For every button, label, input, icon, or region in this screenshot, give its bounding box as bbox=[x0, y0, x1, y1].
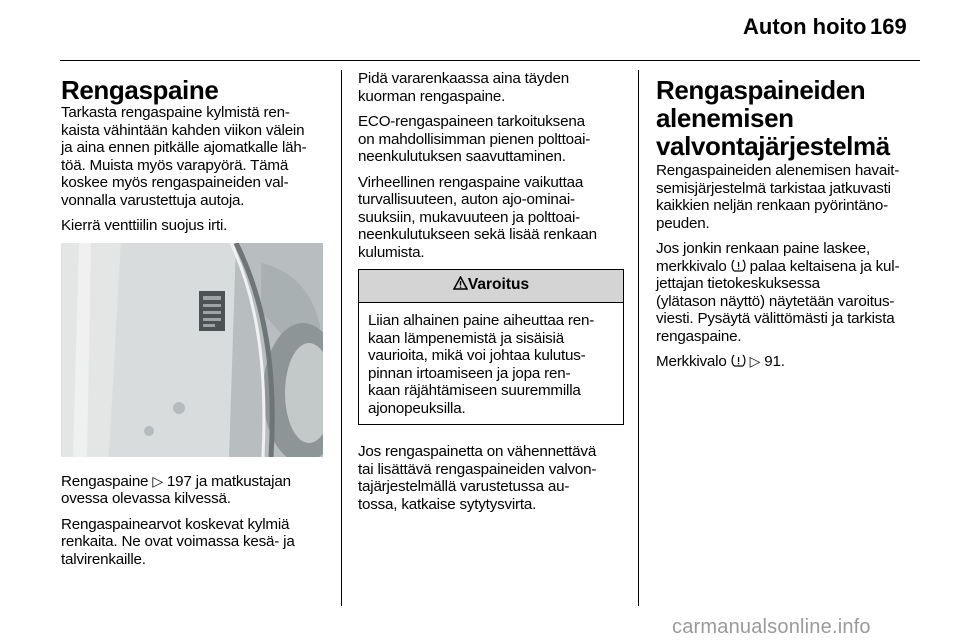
section-heading: Rengaspaine bbox=[61, 75, 219, 105]
arrow-right-icon: ▷ bbox=[749, 353, 761, 369]
door-frame-illustration bbox=[61, 243, 323, 457]
page-number: 169 bbox=[870, 14, 907, 39]
column-3 bbox=[656, 70, 930, 379]
warning-triangle-icon bbox=[453, 276, 468, 290]
column-2 bbox=[358, 70, 624, 521]
tyre-pressure-warning-icon bbox=[731, 354, 746, 367]
header-rule bbox=[60, 60, 920, 61]
paragraph: Kierrä venttiilin suojus irti. bbox=[61, 217, 228, 234]
paragraph: Merkkivalo ▷ 91. bbox=[656, 353, 785, 370]
watermark[interactable]: carmanualsonline.info bbox=[672, 616, 871, 638]
paragraph: Rengaspaine ▷ 197 ja matkustajan ovessa olevassa kilvessä. bbox=[61, 472, 291, 507]
warning-title: Varoitus bbox=[467, 276, 530, 293]
warning-box bbox=[358, 269, 624, 425]
paragraph: Jos rengaspainetta on vähennettävä tai lisättävä rengaspaineiden valvon- tajärjestelmällä varustetussa au- tossa, katkaise sytytysvirta. bbox=[358, 443, 597, 513]
running-header-title: Auton hoito bbox=[743, 14, 867, 39]
arrow-right-icon: ▷ bbox=[152, 472, 163, 489]
paragraph: Rengaspainearvot koskevat kylmiä renkaita. Ne ovat voimassa kesä- ja talvirenkaille. bbox=[61, 515, 295, 568]
column-divider bbox=[341, 70, 342, 606]
paragraph: Jos jonkin renkaan paine laskee, merkkivalo palaa keltaisena ja kul- jettajan tietokeskuksessa (ylätason näyttö) näytetään varoitus- viesti. Pysäytä välittömästi ja tarkista rengaspaine. bbox=[656, 240, 900, 345]
warning-text: Liian alhainen paine aiheuttaa ren- kaan lämpenemistä ja sisäisiä vaurioita, mikä voi johtaa kulutus- pinnan irtoamiseen ja jopa ren- kaan räjähtämiseen suuremmilla ajonopeuksilla. bbox=[368, 312, 595, 417]
paragraph: Rengaspaineiden alenemisen havait- semisjärjestelmä tarkistaa jatkuvasti kaikkien neljän renkaan pyörintäno- peuden. bbox=[656, 162, 900, 232]
warning-body bbox=[359, 303, 623, 424]
column-1 bbox=[61, 70, 333, 576]
paragraph: Pidä vararenkaassa aina täyden kuorman rengaspaine. bbox=[358, 70, 569, 105]
paragraph: Virheellinen rengaspaine vaikuttaa turvallisuuteen, auton ajo-ominai- suuksiin, mukavuuteen ja polttoai- neenkulutukseen sekä lisää renkaan kulumista. bbox=[358, 173, 597, 261]
paragraph: Tarkasta rengaspaine kylmistä ren- kaista vähintään kahden viikon välein ja aina ennen pitkälle ajomatkalle läh- töä. Muista myös varapyörä. Tämä koskee myös rengaspaineiden val- vonnalla varustettuja autoja. bbox=[61, 104, 307, 209]
tyre-pressure-label-photo bbox=[61, 243, 323, 457]
section-heading: Rengaspaineiden alenemisen valvontajärjestelmä bbox=[656, 75, 890, 161]
column-divider bbox=[638, 70, 639, 606]
warning-header bbox=[359, 270, 623, 303]
paragraph: ECO-rengaspaineen tarkoituksena on mahdollisimman pienen polttoai- neenkulutuksen saavuttaminen. bbox=[358, 113, 591, 165]
tyre-pressure-warning-icon bbox=[731, 259, 746, 272]
